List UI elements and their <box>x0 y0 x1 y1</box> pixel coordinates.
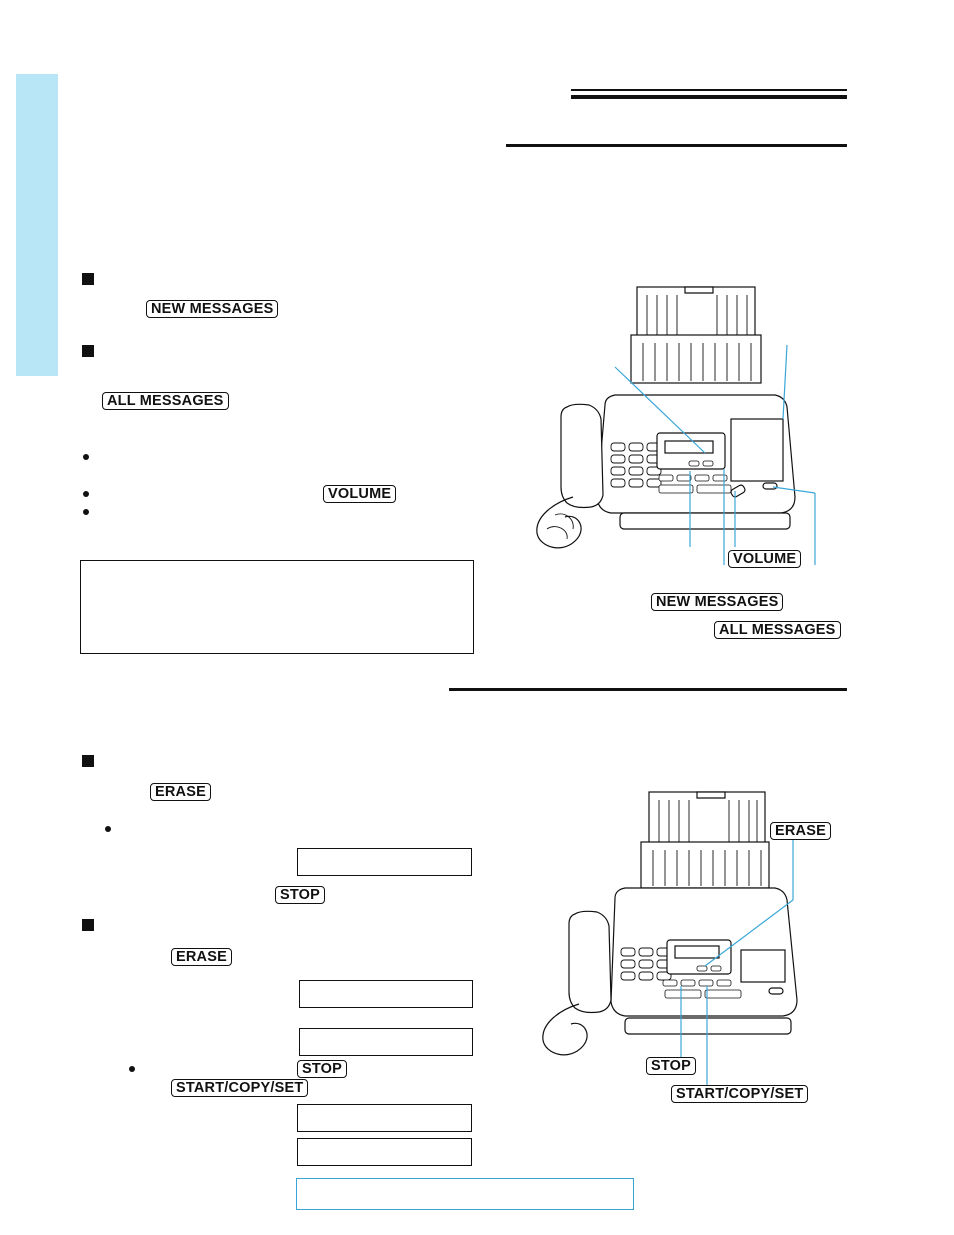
square-bullet-2 <box>82 345 94 357</box>
new-messages-label-illustration: NEW MESSAGES <box>651 593 783 611</box>
round-bullet-1 <box>83 454 89 460</box>
display-box-1 <box>297 848 472 876</box>
round-bullet-3 <box>83 509 89 515</box>
fax-machine-illustration-1 <box>525 285 855 565</box>
erase-key-2: ERASE <box>171 948 232 966</box>
start-copy-set-label-illustration: START/COPY/SET <box>671 1085 808 1103</box>
erase-label-illustration: ERASE <box>770 822 831 840</box>
display-box-4 <box>297 1104 472 1132</box>
display-box-2 <box>299 980 473 1008</box>
stop-key-1: STOP <box>275 886 325 904</box>
start-copy-set-key: START/COPY/SET <box>171 1079 308 1097</box>
round-bullet-4 <box>105 826 111 832</box>
all-messages-key: ALL MESSAGES <box>102 392 229 410</box>
square-bullet-3 <box>82 755 94 767</box>
display-box-5 <box>297 1138 472 1166</box>
stop-key-2: STOP <box>297 1060 347 1078</box>
note-box-blue <box>296 1178 634 1210</box>
section2-rule <box>449 688 847 691</box>
volume-key: VOLUME <box>323 485 396 503</box>
header-rule-top <box>571 89 847 91</box>
volume-label-illustration: VOLUME <box>728 550 801 568</box>
round-bullet-2 <box>83 491 89 497</box>
square-bullet-4 <box>82 919 94 931</box>
all-messages-label-illustration: ALL MESSAGES <box>714 621 841 639</box>
round-bullet-5 <box>129 1066 135 1072</box>
new-messages-key: NEW MESSAGES <box>146 300 278 318</box>
header-rule-bottom <box>571 95 847 99</box>
sidebar-tab <box>16 74 58 376</box>
note-box <box>80 560 474 654</box>
erase-key-1: ERASE <box>150 783 211 801</box>
display-box-3 <box>299 1028 473 1056</box>
section1-rule <box>506 144 847 147</box>
stop-label-illustration: STOP <box>646 1057 696 1075</box>
square-bullet-1 <box>82 273 94 285</box>
